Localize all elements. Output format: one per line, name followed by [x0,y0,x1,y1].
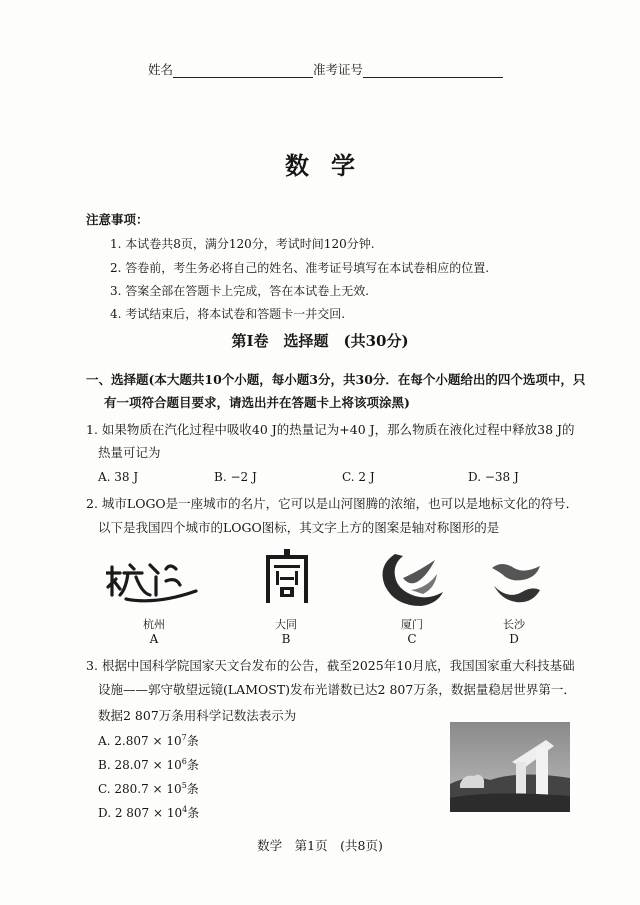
datong-logo-icon [262,549,312,605]
logo-option-a: A [149,632,159,646]
hangzhou-logo-icon [106,555,202,605]
question-1-option-a: A. 38 J [98,470,139,484]
notice-item: 4. 考试结束后，将本试卷和答题卡一并交回. [110,307,346,321]
logo-option-b: B [281,632,291,646]
question-1-option-b: B. −2 J [214,470,257,484]
changsha-logo-icon [488,560,544,606]
question-2-line1: 2. 城市LOGO是一座城市的名片，它可以是山河图腾的浓缩，也可以是地标文化的符号． [86,496,579,511]
page-title: 数学 [285,151,377,180]
question-2-line2: 以下是我国四个城市的LOGO图标，其文字上方的图案是轴对称图形的是 [98,520,500,535]
question-1-line1: 1. 如果物质在汽化过程中吸收40 J的热量记为+40 J，那么物质在液化过程中释放38 J的 [86,422,575,437]
question-3-line1: 3. 根据中国科学院国家天文台发布的公告，截至2025年10月底，我国国家重大科技基础 [86,658,575,673]
question-3-line2: 设施——郭守敬望远镜(LAMOST)发布光谱数已达2 807万条，数据量稳居世界第一． [98,682,576,697]
candidate-info-row [148,60,503,78]
logo-caption-hangzhou: 杭州 [143,618,165,631]
logo-caption-datong: 大同 [275,618,297,631]
question-1-option-d: D. −38 J [468,470,519,484]
question-3-option-a: A. $2.807 \times 10^7$条 [98,733,199,748]
notice-item: 3. 答案全部在答题卡上完成，答在本试卷上无效. [110,284,370,298]
lamost-telescope-photo [450,722,570,812]
question-1-option-c: C. 2 J [342,470,375,484]
xiamen-logo-icon [377,552,445,608]
question-3-option-c: C. $280.7 \times 10^5$条 [98,781,199,796]
name-label: 姓名 [148,62,174,77]
section-title: 第Ⅰ卷 选择题 (共30分) [231,332,409,350]
logo-option-d: D [509,632,519,646]
page-footer: 数学 第1页 (共8页) [257,838,383,853]
logo-caption-changsha: 长沙 [503,618,525,631]
notice-heading: 注意事项： [86,212,149,227]
logo-caption-xiamen: 厦门 [401,618,423,631]
part-instructions-line2: 有一项符合题目要求，请选出并在答题卡上将该项涂黑) [104,395,410,410]
notice-item: 1. 本试卷共8页，满分120分，考试时间120分钟. [110,237,375,251]
question-3-option-d: D. 2 $807 \times 10^4$条 [98,805,200,820]
part-instructions-line1: 一、选择题(本大题共10个小题，每小题3分，共30分．在每个小题给出的四个选项中，只 [86,372,586,387]
question-3-line3: 数据2 807万条用科学记数法表示为 [98,708,297,723]
notice-item: 2. 答卷前，考生务必将自己的姓名、准考证号填写在本试卷相应的位置. [110,261,490,275]
exam-id-label: 准考证号 [313,62,364,77]
question-3-option-b: B. $28.07 \times 10^6$条 [98,757,199,772]
question-1-line2: 热量可记为 [98,445,161,460]
logo-option-c: C [407,632,417,646]
exam-id-blank-line [363,63,503,78]
name-blank-line [173,63,313,78]
